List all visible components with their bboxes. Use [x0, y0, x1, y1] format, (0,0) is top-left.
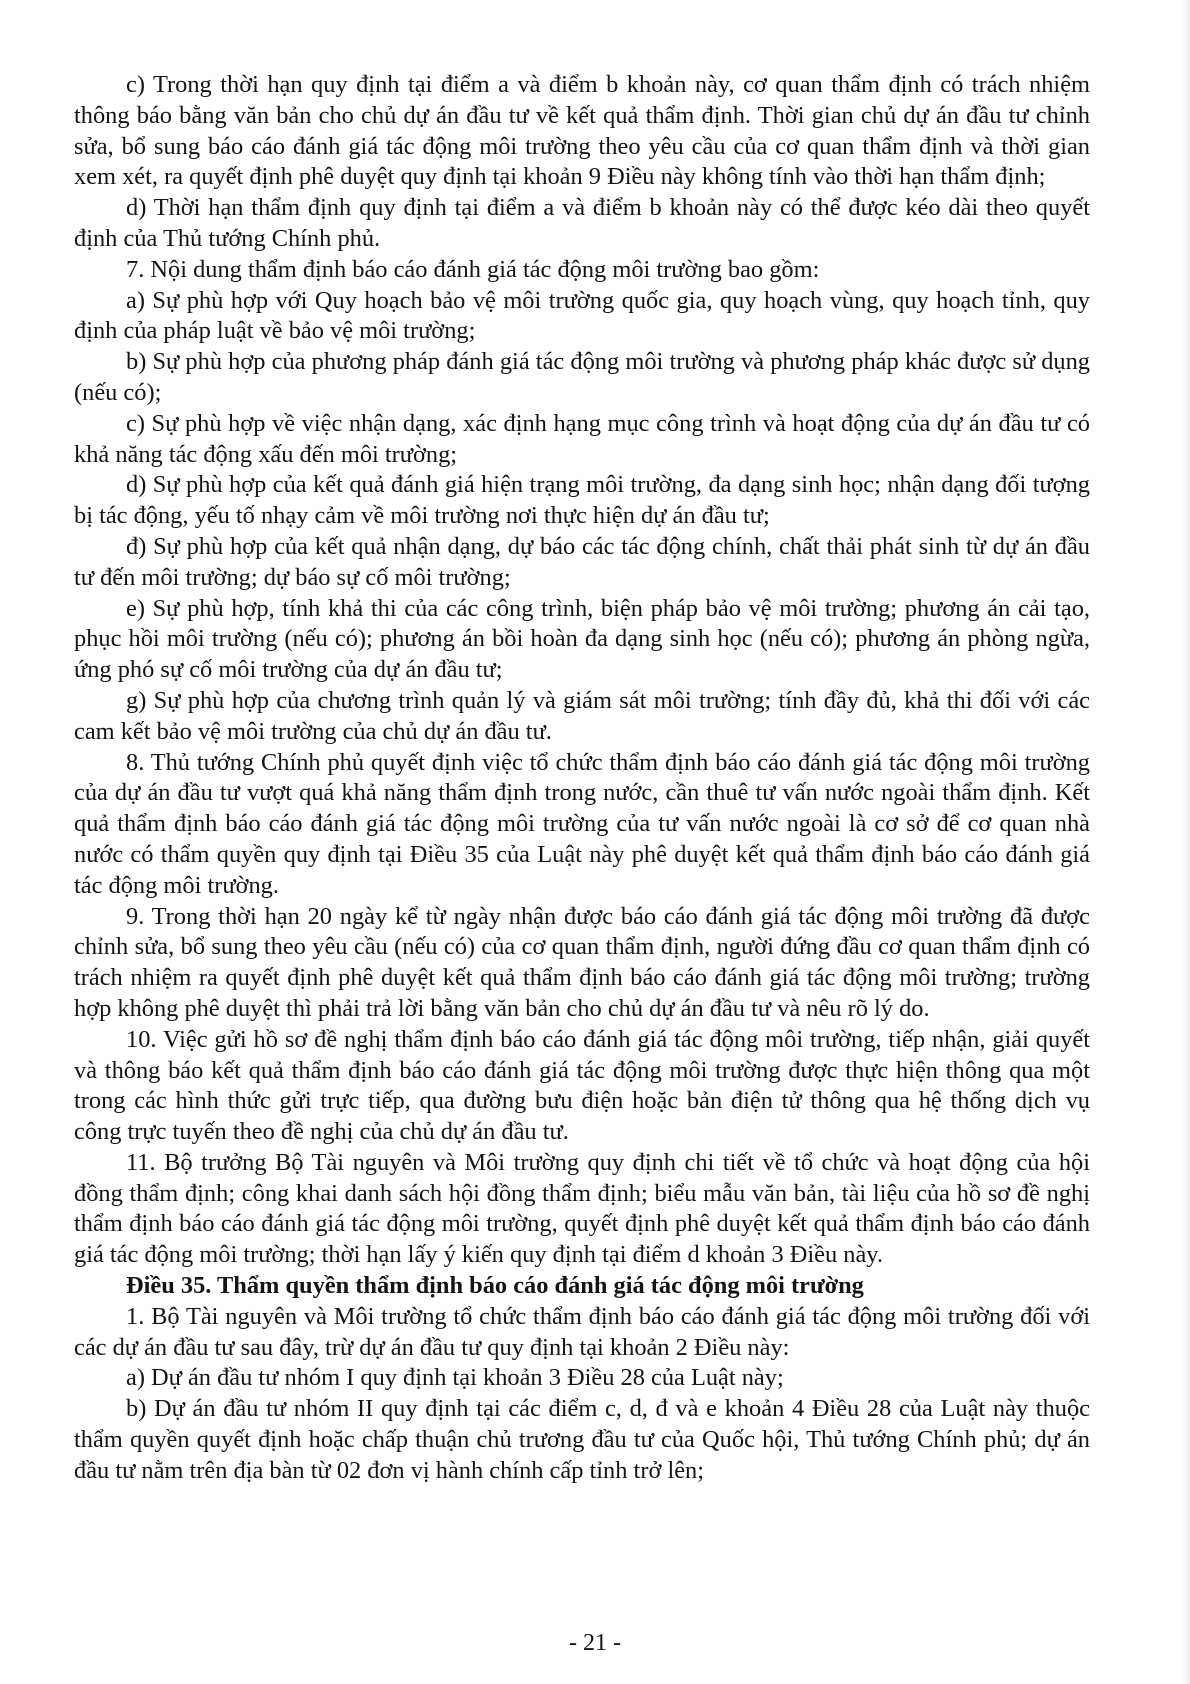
paragraph-8: 8. Thủ tướng Chính phủ quyết định việc tổ chức thẩm định báo cáo đánh giá tác động môi trường của dự án đầu tư vượt quá khả năng thẩm định trong nước, cần thuê tư vấn nước ngoài thẩm định. Kết quả thẩm định báo cáo đánh giá tác động môi trường của tư vấn nước ngoài là cơ sở để cơ quan nhà nước có thẩm quyền quy định tại Điều 35 của Luật này phê duyệt kết quả thẩm định báo cáo đánh giá tác động môi trường. [74, 748, 1090, 899]
article-35-paragraph-1a: a) Dự án đầu tư nhóm I quy định tại khoản 3 Điều 28 của Luật này; [126, 1364, 784, 1392]
paragraph-11: 11. Bộ trưởng Bộ Tài nguyên và Môi trường quy định chi tiết về tổ chức và hoạt động của hội đồng thẩm định; công khai danh sách hội đồng thẩm định; biểu mẫu văn bản, tài liệu của hồ sơ đề nghị thẩm định báo cáo đánh giá tác động môi trường, quyết định phê duyệt kết quả thẩm định báo cáo đánh giá tác động môi trường; thời hạn lấy ý kiến quy định tại điểm d khoản 3 Điều này. [74, 1148, 1090, 1269]
article-35-heading: Điều 35. Thẩm quyền thẩm định báo cáo đánh giá tác động môi trường [126, 1272, 864, 1300]
document-page [74, 70, 1090, 1487]
paragraph-7a: a) Sự phù hợp với Quy hoạch bảo vệ môi trường quốc gia, quy hoạch vùng, quy hoạch tỉnh, quy định của pháp luật về bảo vệ môi trường; [74, 286, 1090, 345]
paragraph-7g: g) Sự phù hợp của chương trình quản lý và giám sát môi trường; tính đầy đủ, khả thi đối với các cam kết bảo vệ môi trường của chủ dự án đầu tư. [74, 686, 1090, 745]
article-35-paragraph-1: 1. Bộ Tài nguyên và Môi trường tổ chức thẩm định báo cáo đánh giá tác động môi trường đối với các dự án đầu tư sau đây, trừ dự án đầu tư quy định tại khoản 2 Điều này: [74, 1302, 1090, 1361]
paragraph-7: 7. Nội dung thẩm định báo cáo đánh giá tác động môi trường bao gồm: [126, 255, 820, 283]
page-number: - 21 - [569, 1630, 621, 1656]
paragraph-9: 9. Trong thời hạn 20 ngày kể từ ngày nhận được báo cáo đánh giá tác động môi trường đã được chỉnh sửa, bổ sung theo yêu cầu (nếu có) của cơ quan thẩm định, người đứng đầu cơ quan thẩm định có trách nhiệm ra quyết định phê duyệt kết quả thẩm định báo cáo đánh giá tác động môi trường; trường hợp không phê duyệt thì phải trả lời bằng văn bản cho chủ dự án đầu tư và nêu rõ lý do. [74, 902, 1090, 1022]
page-edge-shadow [1182, 0, 1190, 1684]
paragraph-7b: b) Sự phù hợp của phương pháp đánh giá tác động môi trường và phương pháp khác được sử dụng (nếu có); [74, 348, 1090, 406]
paragraph-7c: c) Sự phù hợp về việc nhận dạng, xác định hạng mục công trình và hoạt động của dự án đầu tư có khả năng tác động xấu đến môi trường; [74, 409, 1090, 468]
paragraph-7dd: đ) Sự phù hợp của kết quả nhận dạng, dự báo các tác động chính, chất thải phát sinh từ dự án đầu tư đến môi trường; dự báo sự cố môi trường; [74, 532, 1090, 591]
paragraph-6c: c) Trong thời hạn quy định tại điểm a và điểm b khoản này, cơ quan thẩm định có trách nhiệm thông báo bằng văn bản cho chủ dự án đầu tư về kết quả thẩm định. Thời gian chủ dự án đầu tư chỉnh sửa, bổ sung báo cáo đánh giá tác động môi trường theo yêu cầu của cơ quan thẩm định và thời gian xem xét, ra quyết định phê duyệt quy định tại khoản 9 Điều này không tính vào thời hạn thẩm định; [74, 71, 1090, 191]
paragraph-10: 10. Việc gửi hồ sơ đề nghị thẩm định báo cáo đánh giá tác động môi trường, tiếp nhận, giải quyết và thông báo kết quả thẩm định báo cáo đánh giá tác động môi trường được thực hiện thông qua một trong các hình thức gửi trực tiếp, qua đường bưu điện hoặc bản điện tử thông qua hệ thống dịch vụ công trực tuyến theo đề nghị của chủ dự án đầu tư. [74, 1025, 1090, 1146]
paragraph-7e: e) Sự phù hợp, tính khả thi của các công trình, biện pháp bảo vệ môi trường; phương án cải tạo, phục hồi môi trường (nếu có); phương án bồi hoàn đa dạng sinh học (nếu có); phương án phòng ngừa, ứng phó sự cố môi trường của dự án đầu tư; [74, 594, 1090, 684]
paragraph-6d: d) Thời hạn thẩm định quy định tại điểm a và điểm b khoản này có thể được kéo dài theo quyết định của Thủ tướng Chính phủ. [74, 194, 1090, 252]
paragraph-7d: d) Sự phù hợp của kết quả đánh giá hiện trạng môi trường, đa dạng sinh học; nhận dạng đối tượng bị tác động, yếu tố nhạy cảm về môi trường nơi thực hiện dự án đầu tư; [74, 471, 1090, 530]
article-35-paragraph-1b: b) Dự án đầu tư nhóm II quy định tại các điểm c, d, đ và e khoản 4 Điều 28 của Luật này thuộc thẩm quyền quyết định hoặc chấp thuận chủ trương đầu tư của Quốc hội, Thủ tướng Chính phủ; dự án đầu tư nằm trên địa bàn từ 02 đơn vị hành chính cấp tỉnh trở lên; [74, 1395, 1090, 1484]
